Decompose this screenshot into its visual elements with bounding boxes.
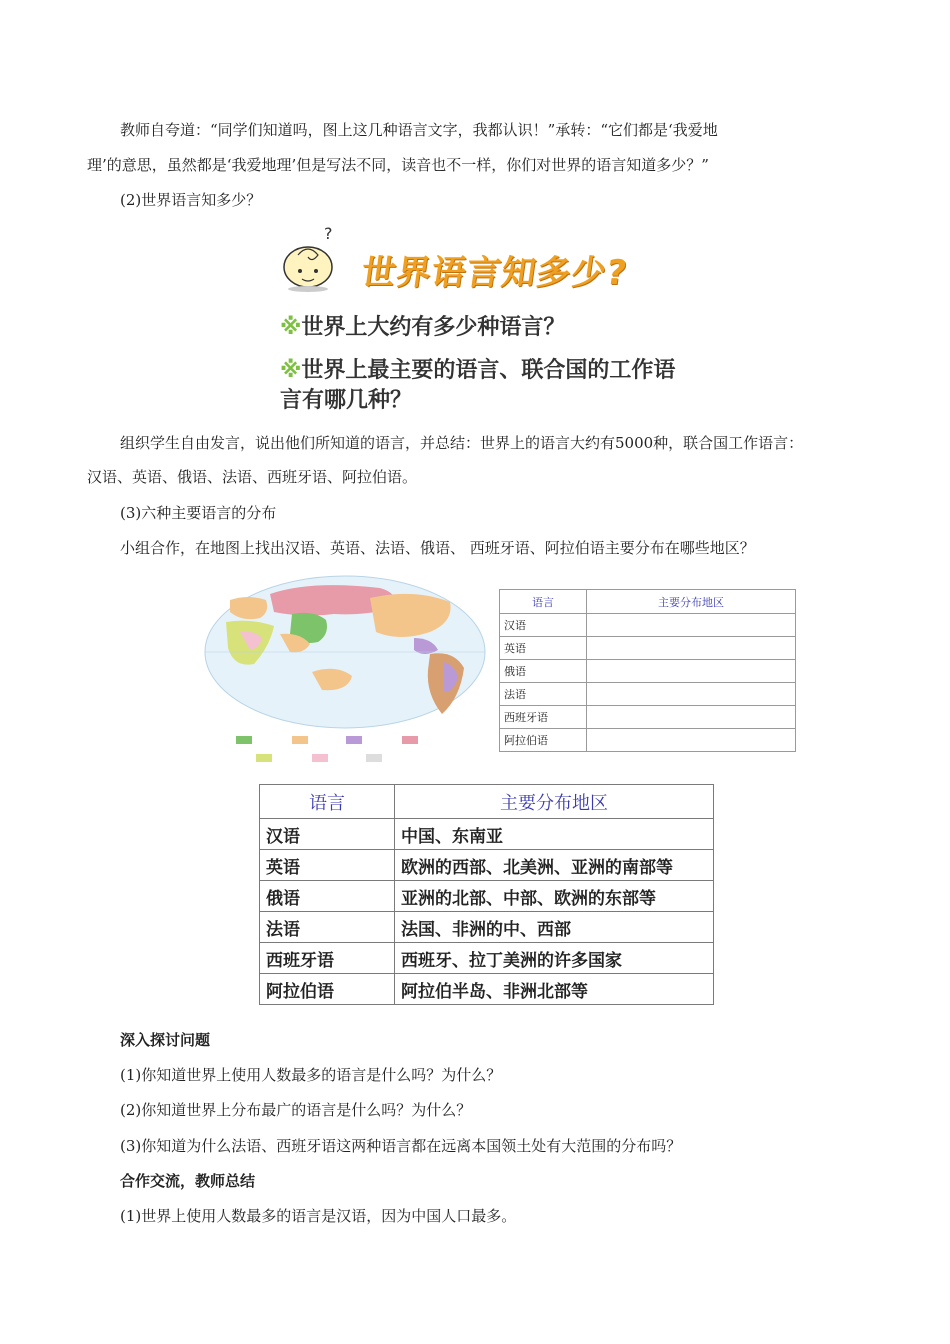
figure-question-2-cont: 言有哪几种？ xyxy=(280,388,413,413)
table-row xyxy=(260,943,714,974)
figure-question-1: ※世界上大约有多少种语言？ xyxy=(280,315,566,340)
thinking-face-icon xyxy=(280,225,360,295)
big-table-header-language: 语言 xyxy=(260,785,395,819)
reference-mark-icon: ※ xyxy=(280,358,302,383)
big-table-region: 阿拉伯半岛、非洲北部等 xyxy=(395,974,714,1005)
figure-title: 世界语言知多少? xyxy=(358,253,631,293)
small-table-language: 西班牙语 xyxy=(500,706,587,729)
table-row xyxy=(260,974,714,1005)
world-languages-illustration xyxy=(280,225,720,415)
deep-question-1: (1)你知道世界上使用人数最多的语言是什么吗？为什么？ xyxy=(120,1066,502,1084)
small-table-header-region: 主要分布地区 xyxy=(587,590,796,614)
big-table-region: 亚洲的北部、中部、欧洲的东部等 xyxy=(395,881,714,912)
big-table-region: 西班牙、拉丁美洲的许多国家 xyxy=(395,943,714,974)
big-table-region: 法国、非洲的中、西部 xyxy=(395,912,714,943)
intro-line-2: 理’的意思，虽然都是‘我爱地理’但是写法不同，读音也不一样，你们对世界的语言知道多少？” xyxy=(87,156,709,174)
small-table-language: 英语 xyxy=(500,637,587,660)
small-table-blank xyxy=(587,706,796,729)
figure-question-2: ※世界上最主要的语言、联合国的工作语 xyxy=(280,358,676,383)
legend-swatch xyxy=(312,754,328,762)
small-table-header-language: 语言 xyxy=(500,590,587,614)
section-3-heading: (3)六种主要语言的分布 xyxy=(120,504,277,522)
table-row xyxy=(500,683,796,706)
big-table-language: 阿拉伯语 xyxy=(260,974,395,1005)
small-table-blank xyxy=(587,637,796,660)
legend-swatch xyxy=(366,754,382,762)
small-table-language: 法语 xyxy=(500,683,587,706)
legend-swatch xyxy=(346,736,362,744)
world-map-graphic xyxy=(200,572,490,732)
big-table-language: 英语 xyxy=(260,850,395,881)
big-table-language: 俄语 xyxy=(260,881,395,912)
table-row xyxy=(260,881,714,912)
svg-text:?: ? xyxy=(324,225,333,243)
legend-swatch xyxy=(402,736,418,744)
big-table-language: 西班牙语 xyxy=(260,943,395,974)
table-row xyxy=(260,850,714,881)
legend-swatch xyxy=(256,754,272,762)
section-3-task: 小组合作，在地图上找出汉语、英语、法语、俄语、 西班牙语、阿拉伯语主要分布在哪些地区？ xyxy=(120,539,755,557)
small-table-language: 阿拉伯语 xyxy=(500,729,587,752)
table-row xyxy=(500,637,796,660)
language-distribution-table xyxy=(259,784,714,1005)
blank-language-table xyxy=(499,589,796,752)
answer-1: (1)世界上使用人数最多的语言是汉语，因为中国人口最多。 xyxy=(120,1207,517,1225)
small-table-language: 俄语 xyxy=(500,660,587,683)
legend-swatch xyxy=(292,736,308,744)
big-table-region: 欧洲的西部、北美洲、亚洲的南部等 xyxy=(395,850,714,881)
map-legend xyxy=(236,732,436,766)
small-table-blank xyxy=(587,660,796,683)
table-row xyxy=(500,660,796,683)
deep-question-2: (2)你知道世界上分布最广的语言是什么吗？为什么？ xyxy=(120,1101,472,1119)
legend-swatch xyxy=(236,736,252,744)
small-table-blank xyxy=(587,683,796,706)
big-table-language: 汉语 xyxy=(260,819,395,850)
small-table-blank xyxy=(587,614,796,637)
big-table-header-region: 主要分布地区 xyxy=(395,785,714,819)
table-row xyxy=(500,706,796,729)
summary-line-2: 汉语、英语、俄语、法语、西班牙语、阿拉伯语。 xyxy=(87,468,418,486)
small-table-blank xyxy=(587,729,796,752)
intro-line-1: 教师自夸道：“同学们知道吗，图上这几种语言文字，我都认识！”承转：“它们都是‘我爱地 xyxy=(120,121,718,139)
small-table-language: 汉语 xyxy=(500,614,587,637)
table-row xyxy=(260,912,714,943)
big-table-region: 中国、东南亚 xyxy=(395,819,714,850)
deep-question-3: (3)你知道为什么法语、西班牙语这两种语言都在远离本国领土处有大范围的分布吗？ xyxy=(120,1137,682,1155)
reference-mark-icon: ※ xyxy=(280,315,302,340)
table-row xyxy=(500,614,796,637)
summary-line-1: 组织学生自由发言，说出他们所知道的语言，并总结：世界上的语言大约有5000种，联合国工作语言： xyxy=(120,434,804,452)
cooperation-heading: 合作交流，教师总结 xyxy=(120,1172,256,1190)
table-row xyxy=(260,819,714,850)
deep-discussion-heading: 深入探讨问题 xyxy=(120,1031,211,1049)
big-table-language: 法语 xyxy=(260,912,395,943)
table-row xyxy=(500,729,796,752)
section-2-heading: (2)世界语言知多少？ xyxy=(120,191,262,209)
